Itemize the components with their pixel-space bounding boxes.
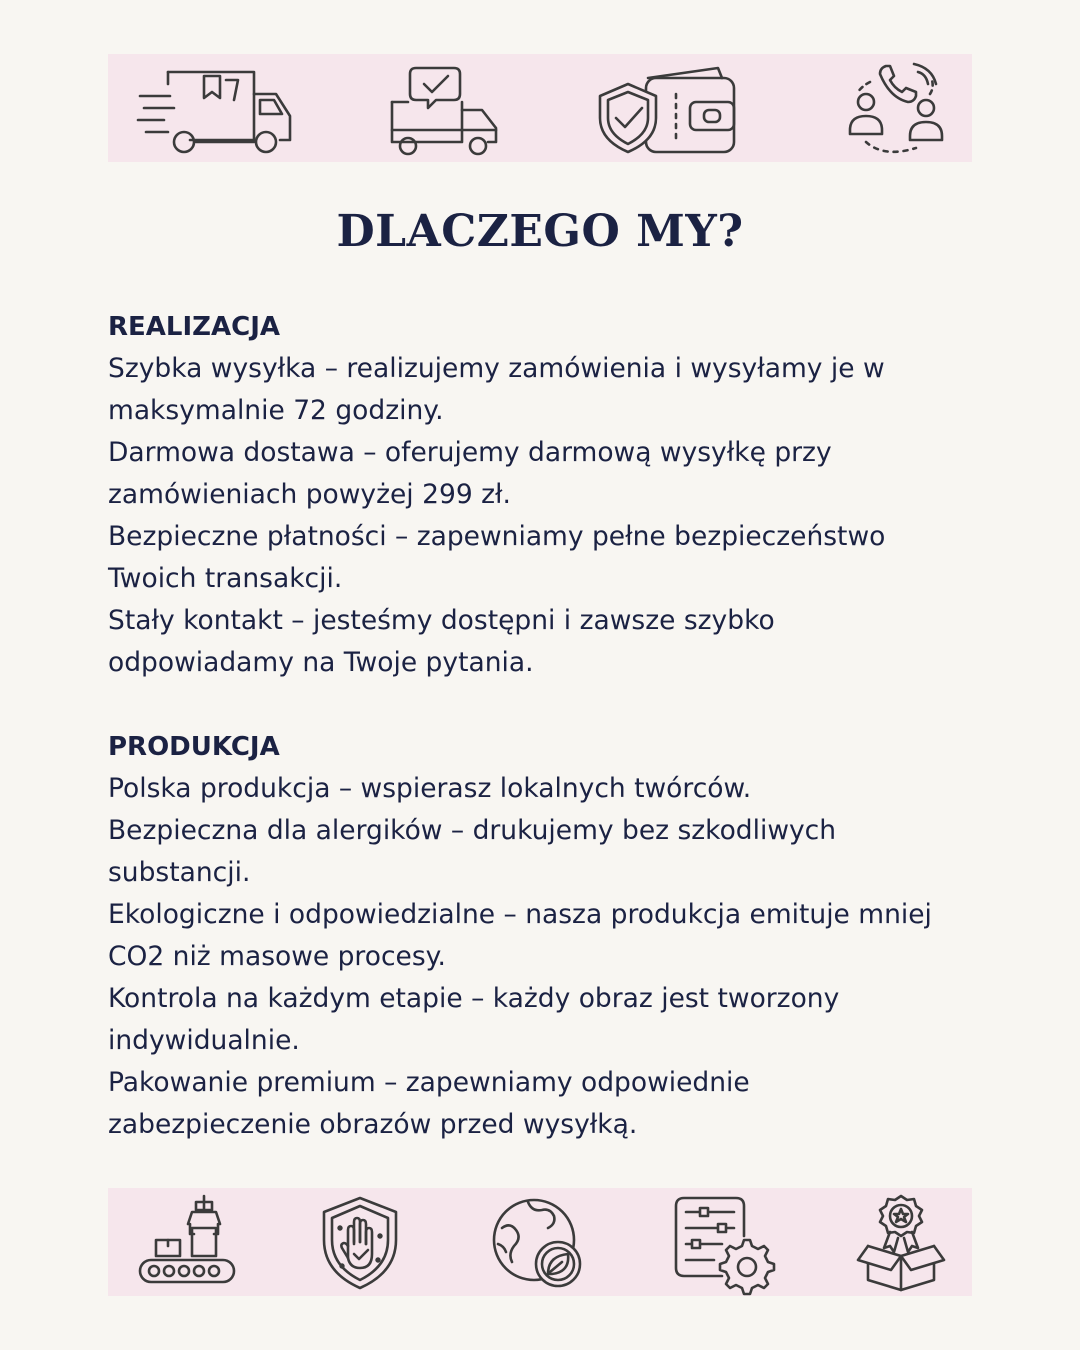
customer-contact-icon bbox=[840, 54, 950, 162]
secure-wallet-icon bbox=[592, 54, 742, 162]
section-heading: REALIZACJA bbox=[108, 312, 280, 342]
list-item: Bezpieczne płatności – zapewniamy pełne bezpieczeństwo Twoich transakcji. bbox=[108, 521, 886, 594]
eco-globe-icon bbox=[488, 1188, 588, 1296]
top-icon-band bbox=[108, 54, 972, 162]
list-item: Szybka wysyłka – realizujemy zamówienia i wysyłamy je w maksymalnie 72 godziny. bbox=[108, 353, 885, 426]
section-produkcja bbox=[108, 726, 988, 1146]
section-heading: PRODUKCJA bbox=[108, 732, 280, 762]
allergy-safe-shield-icon bbox=[318, 1188, 402, 1296]
list-item: Bezpieczna dla alergików – drukujemy bez szkodliwych substancji. bbox=[108, 815, 837, 888]
section-realizacja bbox=[108, 306, 988, 684]
list-item: Kontrola na każdym etapie – każdy obraz jest tworzony indywidualnie. bbox=[108, 983, 840, 1056]
list-item: Stały kontakt – jesteśmy dostępni i zawsze szybko odpowiadamy na Twoje pytania. bbox=[108, 605, 775, 678]
list-item: Pakowanie premium – zapewniamy odpowiednie zabezpieczenie obrazów przed wysyłką. bbox=[108, 1067, 750, 1140]
list-item: Darmowa dostawa – oferujemy darmową wysyłkę przy zamówieniach powyżej 299 zł. bbox=[108, 437, 832, 510]
page-title: DLACZEGO MY? bbox=[336, 206, 744, 257]
list-item: Polska produkcja – wspierasz lokalnych twórców. bbox=[108, 773, 752, 804]
bottom-icon-band bbox=[108, 1188, 972, 1296]
production-line-icon bbox=[134, 1188, 240, 1296]
delivery-truck-confirmed-icon bbox=[386, 54, 506, 162]
quality-control-settings-icon bbox=[670, 1188, 776, 1296]
premium-packaging-box-icon bbox=[854, 1188, 948, 1296]
list-item: Ekologiczne i odpowiedzialne – nasza produkcja emituje mniej CO2 niż masowe procesy. bbox=[108, 899, 932, 972]
fast-delivery-truck-icon bbox=[134, 54, 298, 162]
